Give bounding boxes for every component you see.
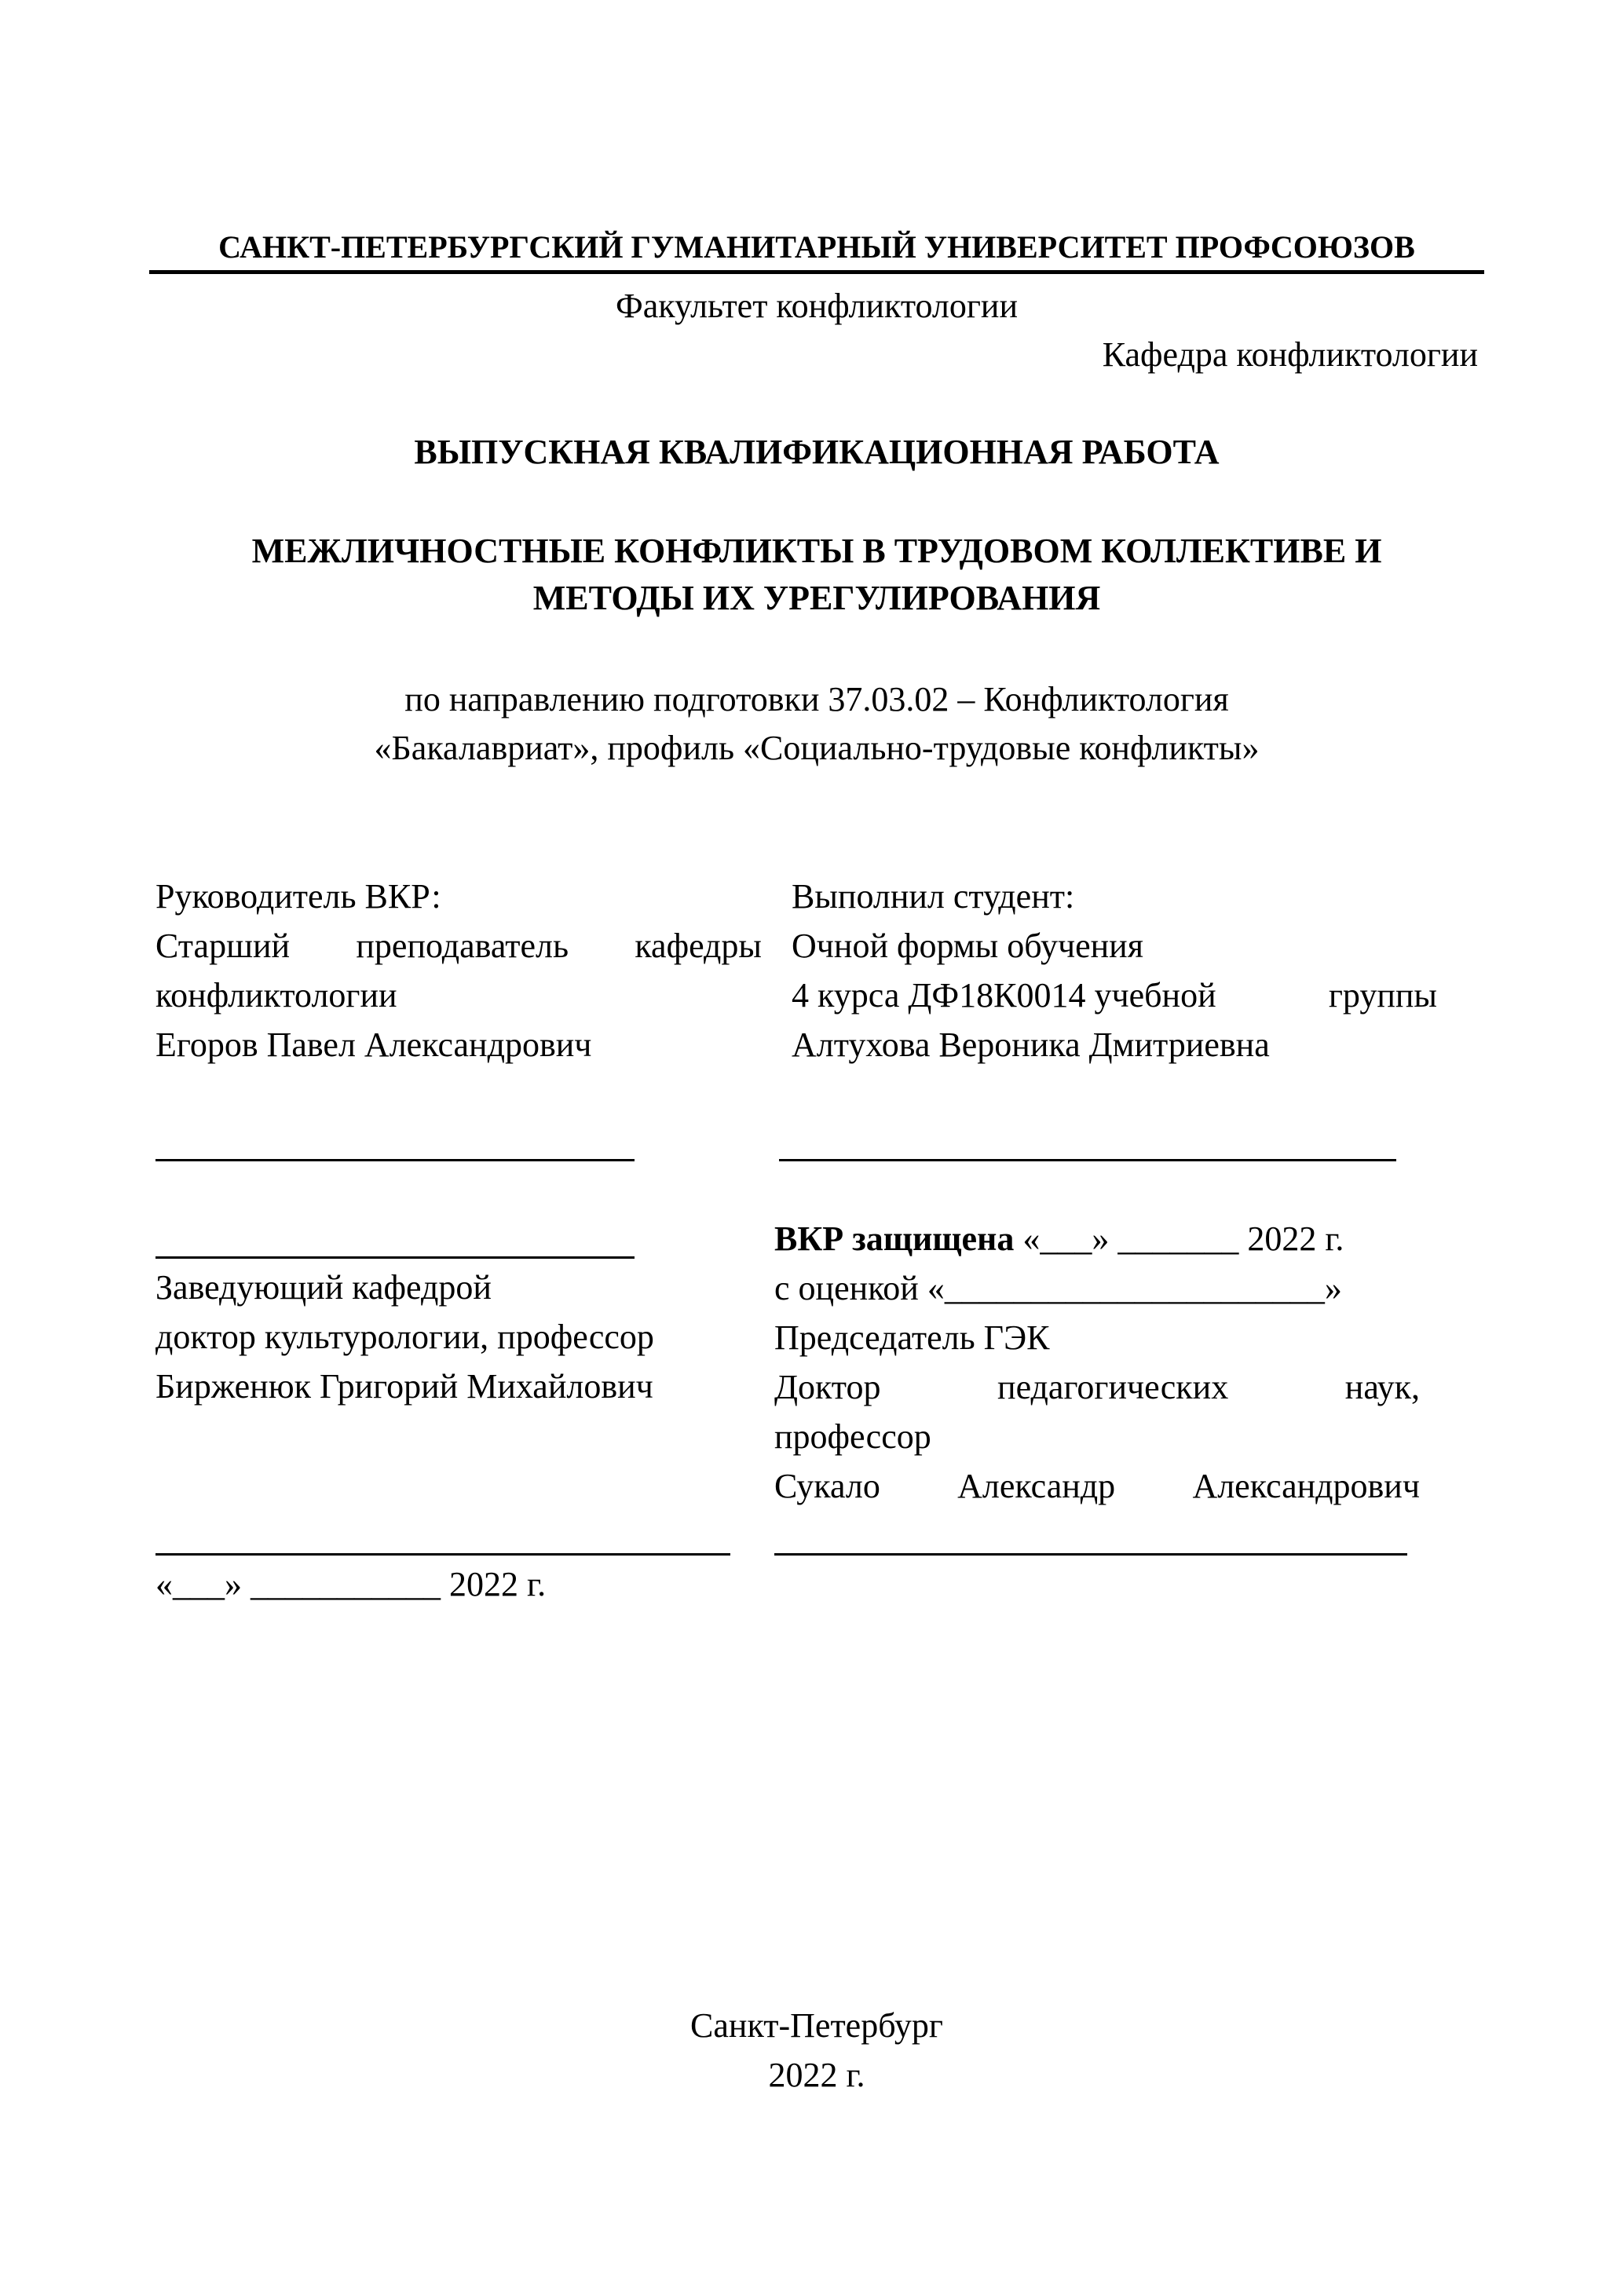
chair-name-word: Александр <box>957 1467 1116 1505</box>
head-name: Бирженюк Григорий Михайлович <box>155 1367 653 1406</box>
chair-name-word: Александрович <box>1192 1467 1420 1505</box>
head-block <box>155 1263 768 1411</box>
head-label: Заведующий кафедрой <box>155 1268 492 1307</box>
chair-name-word: Сукало <box>774 1467 880 1505</box>
chair-degree-word: наук, <box>1344 1368 1420 1406</box>
head-signature-line <box>155 1553 730 1556</box>
head-signature-line-top <box>155 1256 635 1259</box>
supervisor-position-word: Старший <box>155 927 291 965</box>
header-divider <box>149 270 1484 274</box>
supervisor-name: Егоров Павел Александрович <box>155 1026 592 1064</box>
student-group <box>792 971 1437 1020</box>
defense-block <box>774 1214 1426 1511</box>
supervisor-position-cont: конфликтологии <box>155 976 397 1015</box>
chair-signature-line <box>774 1553 1407 1556</box>
footer-year: 2022 г. <box>768 2056 865 2094</box>
work-type: ВЫПУСКНАЯ КВАЛИФИКАЦИОННАЯ РАБОТА <box>414 433 1220 471</box>
supervisor-block <box>155 872 762 1069</box>
supervisor-position-word: преподаватель <box>356 927 569 965</box>
head-degree: доктор культурологии, профессор <box>155 1318 654 1356</box>
work-title-line-1: МЕЖЛИЧНОСТНЫЕ КОНФЛИКТЫ В ТРУДОВОМ КОЛЛЕКТИВЕ И <box>251 532 1382 570</box>
faculty-name: Факультет конфликтологии <box>615 287 1018 325</box>
direction-line-2: «Бакалавриат», профиль «Социально-трудовые конфликты» <box>374 729 1260 767</box>
work-title <box>149 528 1484 622</box>
student-name: Алтухова Вероника Дмитриевна <box>792 1026 1270 1064</box>
student-label: Выполнил студент: <box>792 877 1075 916</box>
chair-degree-word: педагогических <box>997 1368 1229 1406</box>
commission-chair-label: Председатель ГЭК <box>774 1318 1050 1357</box>
chair-degree-word: Доктор <box>774 1368 881 1406</box>
supervisor-signature-line <box>155 1159 635 1161</box>
department-name: Кафедра конфликтологии <box>1102 335 1478 374</box>
footer <box>149 2001 1484 2100</box>
head-signature-date: «___» ___________ 2022 г. <box>155 1565 547 1603</box>
student-signature-line <box>779 1159 1396 1161</box>
footer-city: Санкт-Петербург <box>690 2006 943 2045</box>
student-block <box>792 872 1443 1069</box>
student-group-part: 4 курса ДФ18К0014 учебной <box>792 976 1216 1015</box>
defense-grade: с оценкой «______________________» <box>774 1269 1342 1307</box>
supervisor-label: Руководитель ВКР: <box>155 877 441 916</box>
defense-date: «___» _______ 2022 г. <box>1022 1219 1344 1258</box>
supervisor-position <box>155 921 762 971</box>
direction-line-1: по направлению подготовки 37.03.02 – Конфликтология <box>404 680 1229 718</box>
student-group-part: группы <box>1328 976 1437 1015</box>
commission-chair-degree <box>774 1362 1420 1412</box>
study-direction <box>149 675 1484 773</box>
student-study-form: Очной формы обучения <box>792 927 1143 965</box>
defense-label: ВКР защищена <box>774 1219 1015 1258</box>
work-title-line-2: МЕТОДЫ ИХ УРЕГУЛИРОВАНИЯ <box>532 579 1101 617</box>
defense-status <box>774 1214 1426 1263</box>
supervisor-position-word: кафедры <box>635 927 762 965</box>
commission-chair-degree-cont: профессор <box>774 1417 931 1456</box>
university-name: САНКТ-ПЕТЕРБУРГСКИЙ ГУМАНИТАРНЫЙ УНИВЕРСИТЕТ ПРОФСОЮЗОВ <box>218 229 1415 265</box>
commission-chair-name <box>774 1461 1420 1511</box>
